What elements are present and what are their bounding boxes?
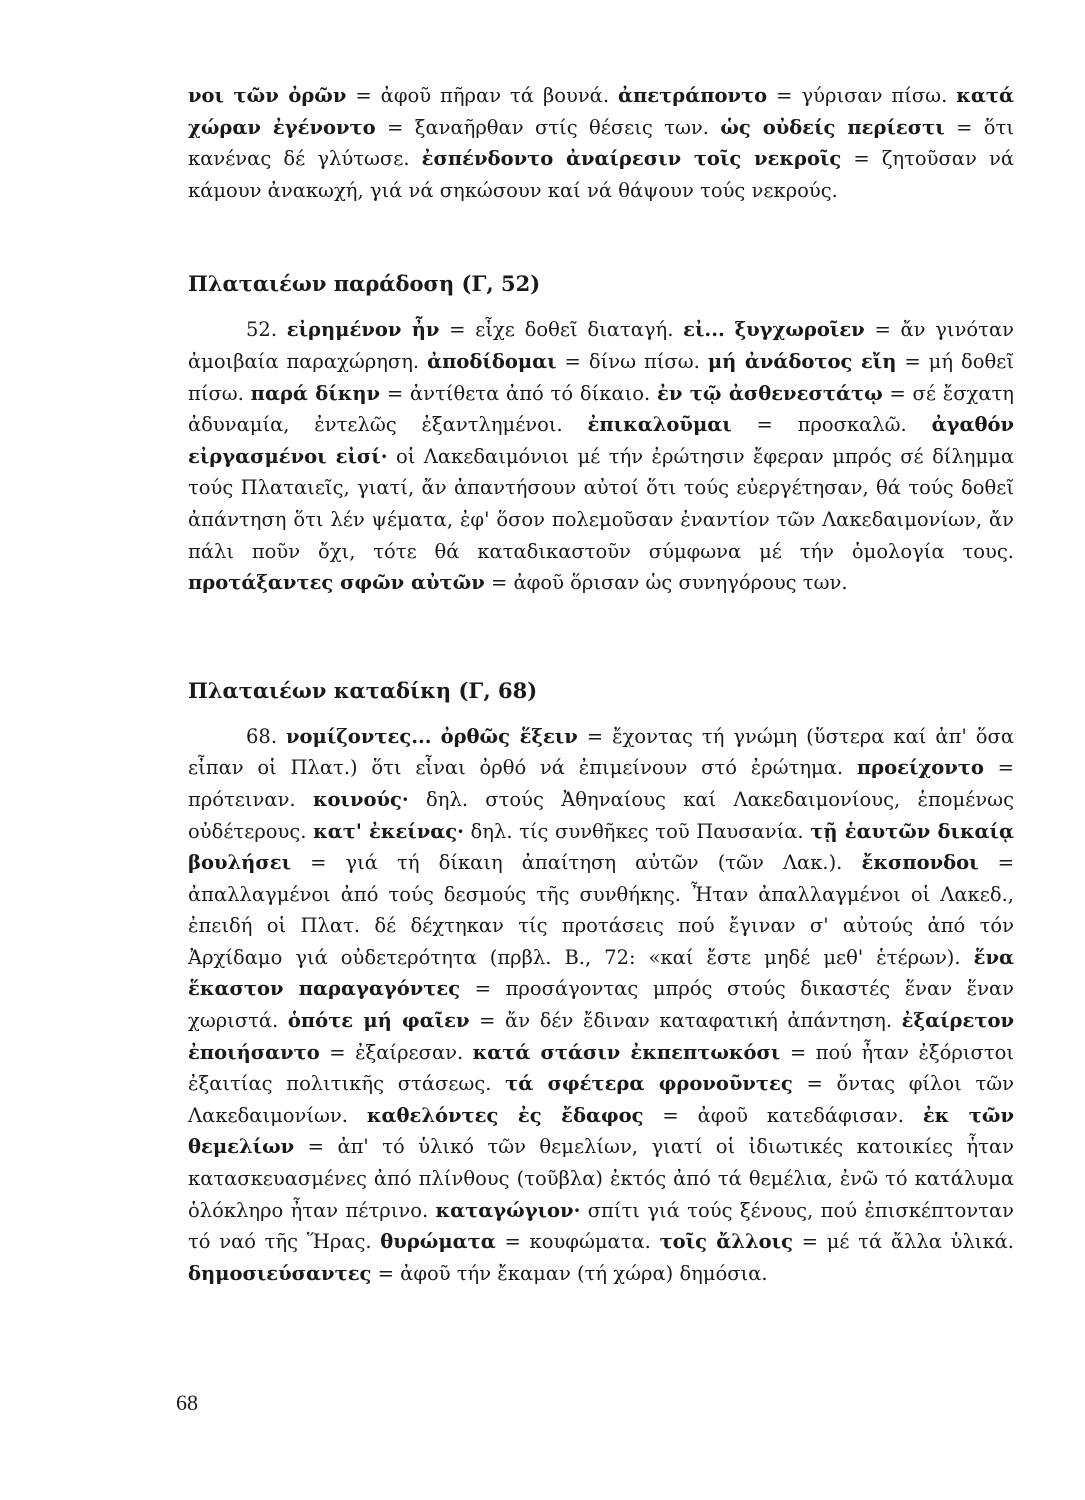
- section-title-ref: (Γ, 68): [451, 677, 538, 703]
- glossed-term: προτάξαντες σφῶν αὐτῶν: [188, 571, 485, 595]
- gloss-text: = πού ἦταν ἐξόριστοι ἐξαιτίας πολιτικῆς στάσεως.: [188, 1040, 1014, 1096]
- glossed-term: ἕνα ἕκαστον παραγαγόντες: [188, 945, 1014, 1001]
- glossed-term: ὡς οὐδείς περίεστι: [720, 115, 945, 139]
- gloss-text: = ἀφοῦ τήν ἔκαμαν (τή χώρα) δημόσια.: [371, 1261, 768, 1285]
- gloss-text: = ἀφοῦ κατεδάφισαν.: [643, 1103, 923, 1127]
- glossed-term: ἔκσπονδοι: [861, 851, 979, 875]
- glossed-term: καταγώγιον·: [435, 1198, 581, 1222]
- glossed-term: ἀποδίδομαι: [427, 349, 557, 373]
- gloss-text: οἱ Λακεδαιμόνιοι μέ τήν ἐρώτησιν ἔφεραν μπρός σέ δίλημμα τούς Πλαταιεῖς, γιατί, ἄν ἀπαντήσουν αὐτοί ὅτι τούς εὐεργέτησαν, θά τούς δοθεῖ ἀπάντηση ὅτι λέν ψέματα, ἐφ' ὅσον πολεμοῦσαν ἐναντίον τῶν Λακεδαιμονίων, ἄν πάλι ποῦν ὄχι, τότε θά καταδικαστοῦν σύμφωνα μέ τήν ὁμολογία τους.: [188, 444, 1015, 563]
- gloss-text: = μέ τά ἄλλα ὑλικά.: [792, 1230, 1014, 1254]
- gloss-text: = ὄντας φίλοι τῶν Λακεδαιμονίων.: [188, 1072, 1014, 1127]
- glossed-term: τοῖς ἄλλοις: [659, 1230, 793, 1254]
- glossed-term: ἐσπένδοντο ἀναίρεσιν τοῖς νεκροῖς: [421, 147, 842, 171]
- gloss-text: = ἐξαίρεσαν.: [319, 1040, 473, 1064]
- glossed-term: νομίζοντες...: [286, 724, 432, 748]
- gloss-text: 68.: [246, 724, 287, 748]
- gloss-text: σπίτι γιά τούς ξένους, πού ἐπισκέπτονταν τό ναό τῆς Ἥρας.: [188, 1198, 1014, 1254]
- section-title-plataeans-surrender: [188, 268, 1014, 300]
- section-entry-68: [188, 721, 1014, 1290]
- section-title-ref: (Γ, 52): [454, 271, 541, 297]
- gloss-text: [725, 318, 735, 341]
- glossed-term: κατά χώραν ἐγένοντο: [188, 84, 1014, 139]
- glossed-term: ὀρθῶς ἕξειν: [440, 724, 578, 748]
- gloss-text: = ἀντίθετα ἀπό τό δίκαιο.: [380, 381, 657, 405]
- gloss-text: = ζητοῦσαν νά κάμουν ἀνακωχή, γιά νά σηκώσουν καί νά θάψουν τούς νεκρούς.: [188, 147, 1014, 202]
- gloss-text: = γιά τή δίκαιη ἀπαίτηση αὐτῶν (τῶν Λακ.).: [291, 851, 862, 875]
- glossed-term: νοι τῶν ὀρῶν: [188, 84, 347, 107]
- gloss-text: = ἄν γινόταν ἀμοιβαία παραχώρηση.: [188, 318, 1014, 373]
- glossed-term: δημοσιεύσαντες: [188, 1261, 372, 1285]
- glossed-term: κοινούς·: [312, 787, 409, 811]
- gloss-text: = προσκαλῶ.: [731, 413, 932, 437]
- page-content: [188, 80, 1014, 1289]
- intro-paragraph: [188, 80, 1014, 206]
- glossed-term: θυρώματα: [380, 1230, 496, 1254]
- gloss-text: = ἀπαλλαγμένοι ἀπό τούς δεσμούς τῆς συνθήκης. Ἦταν ἀπαλλαγμένοι οἱ Λακεδ., ἐπειδή οἱ Πλατ. δέ δέχτηκαν τίς προτάσεις πού ἔγιναν σ' αὐτούς ἀπό τόν Ἀρχίδαμο γιά οὐδετερότητα (πρβλ. Β., 72: «καί ἔστε μηδέ μεθ' ἑτέρων).: [188, 851, 1014, 969]
- glossed-term: προείχοντο: [856, 756, 984, 780]
- glossed-term: ξυγχωροῖεν: [734, 318, 865, 342]
- gloss-text: [432, 725, 441, 748]
- gloss-text: = μή δοθεῖ πίσω.: [188, 349, 1014, 405]
- page-number: 68: [176, 1390, 198, 1415]
- gloss-text: = ἀπ' τό ὑλικό τῶν θεμελίων, γιατί οἱ ἰδιωτικές κατοικίες ἦταν κατασκευασμένες ἀπό πλίνθους (τοῦβλα) ἐκτός ἀπό τά θεμέλια, ἐνῶ τό κατάλυμα ὁλόκληρο ἦταν πέτρινο.: [188, 1135, 1014, 1222]
- gloss-text: = πρότειναν.: [188, 756, 1014, 811]
- glossed-term: μή ἀνάδοτος εἴη: [707, 349, 897, 373]
- glossed-term: ἀγαθόν εἰργασμένοι εἰσί·: [188, 413, 1014, 468]
- gloss-text: = σέ ἔσχατη ἀδυναμία, ἐντελῶς ἐξαντλημένοι.: [188, 381, 1014, 437]
- section-entry-52: [188, 314, 1014, 598]
- gloss-text: = δίνω πίσω.: [556, 349, 708, 373]
- glossed-term: τά σφέτερα φρονοῦντες: [505, 1072, 793, 1096]
- gloss-text: δηλ. τίς συνθῆκες τοῦ Παυσανία.: [463, 819, 811, 843]
- glossed-term: εἰρημένον ἦν: [286, 318, 440, 342]
- glossed-term: ἐπικαλοῦμαι: [587, 413, 732, 437]
- glossed-term: καθελόντες ἐς ἔδαφος: [366, 1103, 644, 1127]
- gloss-text: = ἀφοῦ πῆραν τά βουνά.: [346, 84, 619, 107]
- gloss-text: = ὅτι κανένας δέ γλύτωσε.: [188, 115, 1014, 171]
- glossed-term: ἐν τῷ ἀσθενεστάτῳ: [656, 381, 883, 405]
- glossed-term: ἐκ τῶν θεμελίων: [188, 1103, 1014, 1159]
- glossed-term: κατ' ἐκείνας·: [313, 819, 464, 843]
- gloss-text: = εἶχε δοθεῖ διαταγή.: [439, 318, 684, 342]
- gloss-text: = κουφώματα.: [495, 1230, 660, 1254]
- gloss-text: = ἄν δέν ἔδιναν καταφατική ἀπάντηση.: [469, 1009, 902, 1033]
- gloss-text: δηλ. στούς Ἀθηναίους καί Λακεδαιμονίους, ἑπομένως οὐδέτερους.: [188, 787, 1014, 843]
- gloss-text: = ἀφοῦ ὅρισαν ὡς συνηγόρους των.: [484, 571, 848, 595]
- glossed-term: παρά δίκην: [250, 381, 381, 405]
- section-title-plataeans-condemnation: [188, 675, 1014, 707]
- glossed-term: ἀπετράποντο: [618, 84, 768, 107]
- section-title-bold: Πλαταιέων παράδοση: [188, 271, 455, 297]
- glossed-term: κατά στάσιν ἐκπεπτωκόσι: [472, 1040, 781, 1064]
- gloss-text: 52.: [246, 318, 287, 342]
- gloss-text: = ἔχοντας τή γνώμη (ὕστερα καί ἀπ' ὅσα εἶπαν οἱ Πλατ.) ὅτι εἶναι ὀρθό νά ἐπιμείνουν στό ἐρώτημα.: [188, 724, 1014, 780]
- gloss-text: = ξαναῆρθαν στίς θέσεις των.: [375, 115, 721, 139]
- glossed-term: τῇ ἑαυτῶν δικαίᾳ βουλήσει: [188, 819, 1015, 875]
- section-title-bold: Πλαταιέων καταδίκη: [188, 677, 452, 703]
- gloss-text: = προσάγοντας μπρός στούς δικαστές ἕναν ἕναν χωριστά.: [188, 977, 1014, 1033]
- glossed-term: εἰ...: [683, 318, 725, 342]
- glossed-term: ἐξαίρετον ἐποιήσαντο: [188, 1009, 1014, 1064]
- gloss-text: = γύρισαν πίσω.: [767, 84, 957, 107]
- glossed-term: ὁπότε μή φαῖεν: [287, 1009, 470, 1033]
